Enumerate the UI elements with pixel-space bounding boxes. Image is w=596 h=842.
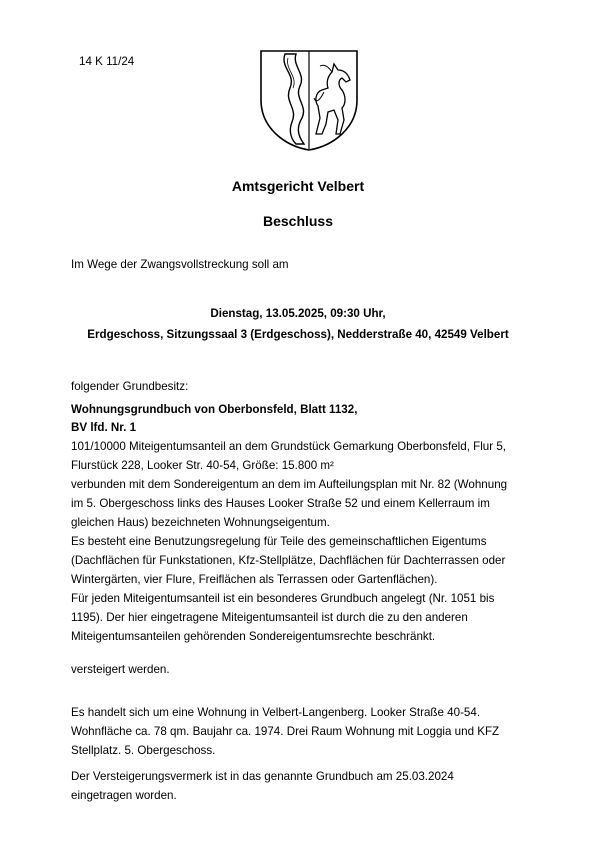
property-intro: folgender Grundbesitz:: [71, 380, 189, 393]
registry-line: Der Versteigerungsvermerk ist in das genannte Grundbuch am 25.03.2024: [71, 770, 454, 783]
description-line: Flurstück 228, Looker Str. 40-54, Größe: 15.800 m²: [71, 459, 334, 472]
note-line: Stellplatz. 5. Obergeschoss.: [71, 744, 216, 757]
note-line: Es handelt sich um eine Wohnung in Velbert-Langenberg. Looker Straße 40-54.: [71, 706, 481, 719]
bv-number-line: BV lfd. Nr. 1: [71, 421, 137, 434]
description-line: 101/10000 Miteigentumsanteil an dem Grundstück Gemarkung Oberbonsfeld, Flur 5,: [71, 440, 507, 453]
description-line: (Dachflächen für Funkstationen, Kfz-Stellplätze, Dachflächen für Dachterrassen oder: [71, 554, 506, 567]
intro-text: Im Wege der Zwangsvollstreckung soll am: [71, 258, 289, 271]
coat-of-arms-icon: [258, 48, 360, 152]
note-line: Wohnfläche ca. 78 qm. Baujahr ca. 1974. Drei Raum Wohnung mit Loggia und KFZ: [71, 725, 500, 738]
auction-location: Erdgeschoss, Sitzungssaal 3 (Erdgeschoss), Nedderstraße 40, 42549 Velbert: [87, 328, 509, 341]
auction-statement: versteigert werden.: [71, 663, 170, 676]
description-line: 1195). Der hier eingetragene Miteigentumsanteil ist durch die zu den anderen: [71, 611, 468, 624]
land-register-line: Wohnungsgrundbuch von Oberbonsfeld, Blatt 1132,: [71, 403, 358, 416]
description-line: Es besteht eine Benutzungsregelung für Teile des gemeinschaftlichen Eigentums: [71, 535, 487, 548]
description-line: im 5. Obergeschoss links des Hauses Looker Straße 52 und einem Kellerraum im: [71, 497, 490, 510]
description-line: gleichen Haus) bezeichneten Wohnungseigentum.: [71, 516, 330, 529]
registry-line: eingetragen worden.: [71, 789, 177, 802]
description-line: Miteigentumsanteilen gehörenden Sondereigentumsrechte beschränkt.: [71, 630, 436, 643]
file-number: 14 K 11/24: [79, 55, 135, 68]
description-line: Für jeden Miteigentumsanteil ist ein besonderes Grundbuch angelegt (Nr. 1051 bis: [71, 592, 495, 605]
auction-date: Dienstag, 13.05.2025, 09:30 Uhr,: [210, 307, 386, 320]
description-line: verbunden mit dem Sondereigentum an dem im Aufteilungsplan mit Nr. 82 (Wohnung: [71, 478, 508, 491]
document-title: Beschluss: [262, 213, 334, 229]
court-name: Amtsgericht Velbert: [231, 178, 365, 194]
description-line: Wintergärten, vier Flure, Freiflächen als Terrassen oder Gartenflächen).: [71, 573, 438, 586]
